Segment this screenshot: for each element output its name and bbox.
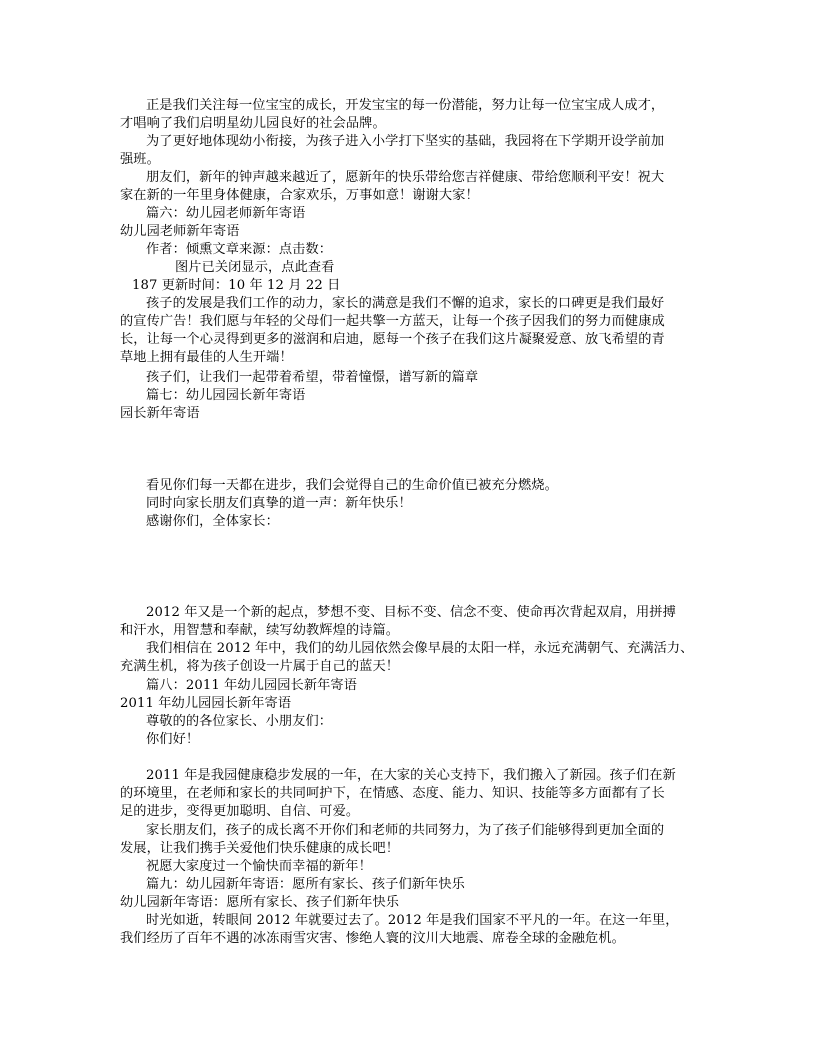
update-time-line: 187 更新时间：10 年 12 月 22 日 [132,278,341,293]
paragraph-line: 正是我们关注每一位宝宝的成长，开发宝宝的每一份潜能，努力让每一位宝宝成人成才， [146,98,665,113]
paragraph-line: 孩子们，让我们一起带着希望，带着憧憬，谱写新的篇章 [146,370,479,385]
greeting-line: 你们好！ [146,732,200,747]
section-title: 2011 年幼儿园园长新年寄语 [120,696,292,711]
paragraph-line: 同时向家长朋友们真挚的道一声：新年快乐！ [146,496,412,511]
section-heading: 篇六：幼儿园老师新年寄语 [146,206,306,221]
paragraph-line: 的宣传广告！我们愿与年轻的父母们一起共擎一方蓝天，让每一个孩子因我们的努力而健康成 [120,314,665,329]
paragraph-line: 的环境里，在老师和家长的共同呵护下，在情感、态度、能力、知识、技能等多方面都有了长 [120,786,665,801]
section-title: 幼儿园老师新年寄语 [120,224,240,239]
paragraph-line: 我们相信在 2012 年中，我们的幼儿园依然会像早晨的太阳一样，永远充满朝气、充满活力、 [146,641,694,656]
paragraph-line: 孩子的发展是我们工作的动力，家长的满意是我们不懈的追求，家长的口碑更是我们最好 [146,296,665,311]
section-title: 园长新年寄语 [120,406,200,421]
paragraph-line: 为了更好地体现幼小衔接，为孩子进入小学打下坚实的基础，我园将在下学期开设学前加 [146,134,665,149]
paragraph-line: 祝愿大家度过一个愉快而幸福的新年！ [146,859,372,874]
section-heading: 篇八：2011 年幼儿园园长新年寄语 [146,678,357,693]
paragraph-line: 看见你们每一天都在进步，我们会觉得自己的生命价值已被充分燃烧。 [146,478,558,493]
paragraph-line: 2012 年又是一个新的起点，梦想不变、目标不变、信念不变、使命再次背起双肩，用拼搏 [146,605,676,620]
paragraph-line: 朋友们，新年的钟声越来越近了，愿新年的快乐带给您吉祥健康、带给您顺利平安！祝大 [146,170,665,185]
section-heading: 篇七：幼儿园园长新年寄语 [146,388,306,403]
paragraph-line: 家长朋友们，孩子的成长离不开你们和老师的共同努力，为了孩子们能够得到更加全面的 [146,823,665,838]
section-title: 幼儿园新年寄语：愿所有家长、孩子们新年快乐 [120,895,400,910]
paragraph-line: 足的进步，变得更加聪明、自信、可爱。 [120,804,360,819]
section-heading: 篇九：幼儿园新年寄语：愿所有家长、孩子们新年快乐 [146,877,465,892]
paragraph-line: 家在新的一年里身体健康，合家欢乐，万事如意！谢谢大家！ [120,188,479,203]
paragraph-line: 我们经历了百年不遇的冰冻雨雪灾害、惨绝人寰的汶川大地震、席卷全球的金融危机。 [120,931,625,946]
greeting-line: 尊敬的的各位家长、小朋友们： [146,714,333,729]
paragraph-line: 长，让每一个心灵得到更多的滋润和启迪，愿每一个孩子在我们这片凝聚爱意、放飞希望的青 [120,332,665,347]
paragraph-line: 才唱响了我们启明星幼儿园良好的社会品牌。 [120,116,386,131]
paragraph-line: 2011 年是我园健康稳步发展的一年，在大家的关心支持下，我们搬入了新园。孩子们在新 [146,768,676,783]
paragraph-line: 和汗水，用智慧和奉献，续写幼教辉煌的诗篇。 [120,623,400,638]
paragraph-line: 感谢你们，全体家长： [146,514,279,529]
paragraph-line: 充满生机，将为孩子创设一片属于自己的蓝天！ [120,659,400,674]
author-line: 作者：倾熏文章来源：点击数： [146,242,333,257]
paragraph-line: 强班。 [120,152,160,167]
image-placeholder-text: 图片已关闭显示，点此查看 [175,260,335,275]
paragraph-line: 发展，让我们携手关爱他们快乐健康的成长吧！ [120,841,400,856]
paragraph-line: 时光如逝，转眼间 2012 年就要过去了。2012 年是我们国家不平凡的一年。在这一年里， [146,913,679,928]
paragraph-line: 草地上拥有最佳的人生开端！ [120,350,293,365]
